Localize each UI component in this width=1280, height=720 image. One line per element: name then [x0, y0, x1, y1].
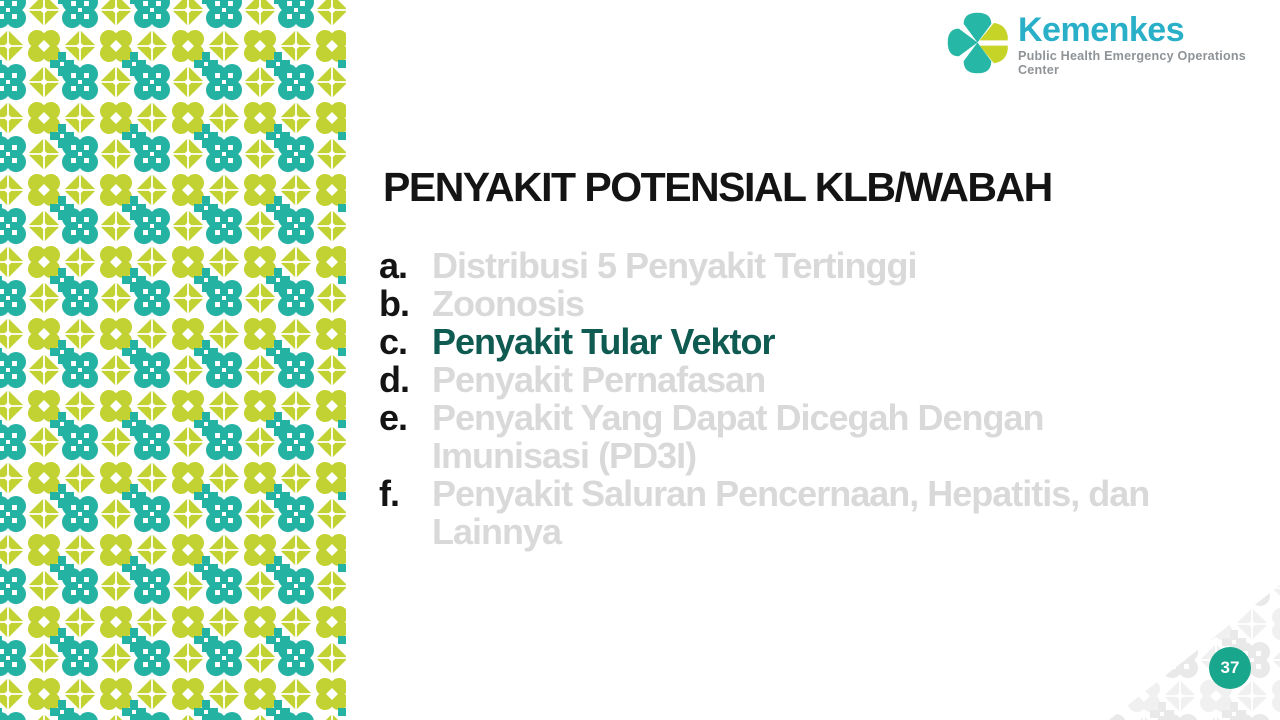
list-item [379, 475, 1191, 551]
list-item [379, 285, 1191, 323]
list-item-letter: d. [379, 359, 409, 400]
list-item [379, 247, 1191, 285]
list-item-letter: f. [379, 473, 399, 514]
logo-brand-text: Kemenkes [1018, 11, 1185, 49]
page-number-badge: 37 [1209, 647, 1251, 689]
kemenkes-logo [944, 8, 1280, 77]
list-item-text: Penyakit Pernafasan [432, 359, 766, 400]
list-item-text: Distribusi 5 Penyakit Tertinggi [432, 245, 917, 286]
batik-pattern-left [0, 0, 346, 720]
list-item-letter: e. [379, 397, 408, 438]
list-item [379, 323, 1191, 361]
slide-title: PENYAKIT POTENSIAL KLB/WABAH [383, 164, 1052, 210]
list-item-letter: a. [379, 245, 408, 286]
kemenkes-flower-icon [944, 9, 1012, 77]
list-item [379, 399, 1191, 475]
list-item-letter: b. [379, 283, 409, 324]
list-item-text: Penyakit Yang Dapat Dicegah Dengan Imunisasi (PD3I) [432, 397, 1044, 476]
list-item [379, 361, 1191, 399]
list-item-text: Penyakit Tular Vektor [432, 321, 775, 362]
batik-pattern-corner [1090, 570, 1280, 720]
agenda-list [379, 247, 1191, 551]
list-item-text: Zoonosis [432, 283, 584, 324]
list-item-text: Penyakit Saluran Pencernaan, Hepatitis, dan Lainnya [432, 473, 1150, 552]
logo-tagline-text: Public Health Emergency Operations Center [1018, 49, 1246, 77]
list-item-letter: c. [379, 321, 408, 362]
